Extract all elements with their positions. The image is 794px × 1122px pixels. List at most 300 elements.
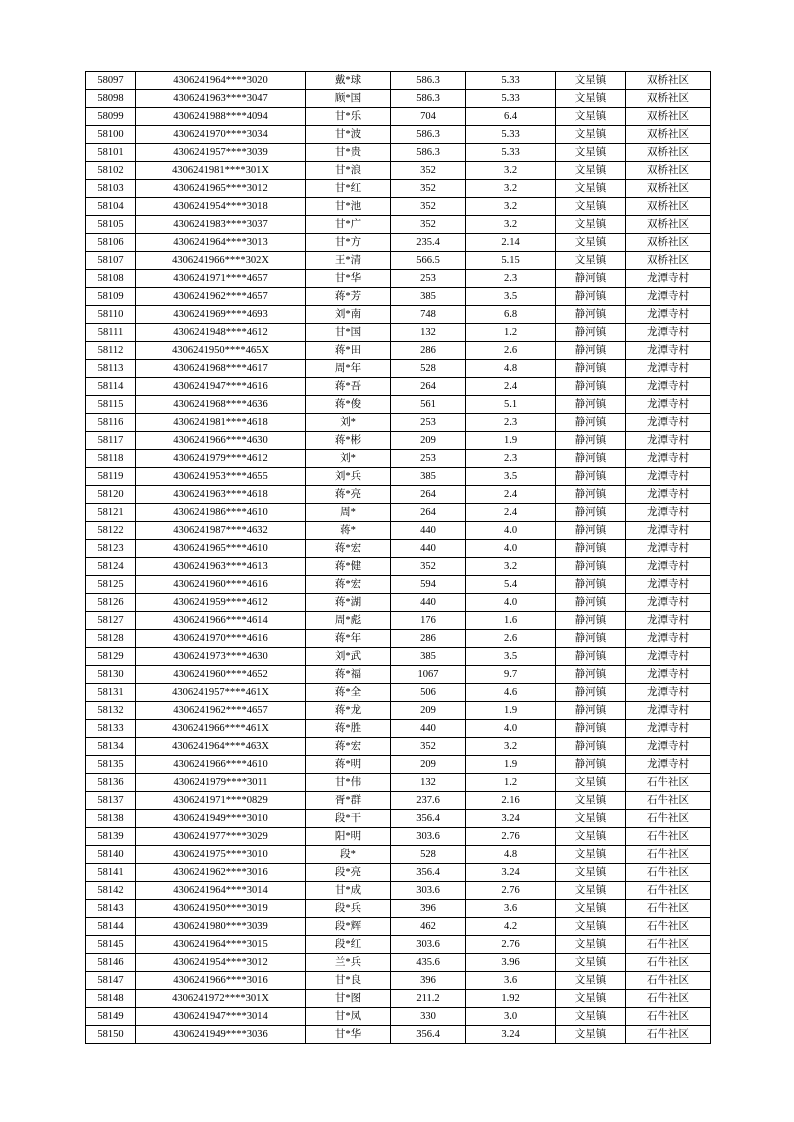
table-row bbox=[86, 126, 711, 144]
cell-village: 龙潭寺村 bbox=[626, 540, 711, 558]
cell-id-number: 4306241973****4630 bbox=[136, 648, 306, 666]
cell-village: 石牛社区 bbox=[626, 882, 711, 900]
cell-name: 蒋*福 bbox=[306, 666, 391, 684]
cell-amount: 209 bbox=[391, 432, 466, 450]
cell-name: 甘*浪 bbox=[306, 162, 391, 180]
cell-id-number: 4306241986****4610 bbox=[136, 504, 306, 522]
cell-seq: 58116 bbox=[86, 414, 136, 432]
cell-name: 蒋*芳 bbox=[306, 288, 391, 306]
cell-name: 阳*明 bbox=[306, 828, 391, 846]
cell-amount: 435.6 bbox=[391, 954, 466, 972]
cell-village: 龙潭寺村 bbox=[626, 486, 711, 504]
cell-name: 兰*兵 bbox=[306, 954, 391, 972]
cell-village: 龙潭寺村 bbox=[626, 594, 711, 612]
cell-quantity: 3.24 bbox=[466, 810, 556, 828]
table-row bbox=[86, 756, 711, 774]
cell-town: 文星镇 bbox=[556, 864, 626, 882]
cell-amount: 440 bbox=[391, 540, 466, 558]
table-row bbox=[86, 450, 711, 468]
cell-amount: 132 bbox=[391, 774, 466, 792]
cell-village: 龙潭寺村 bbox=[626, 396, 711, 414]
cell-town: 文星镇 bbox=[556, 774, 626, 792]
cell-id-number: 4306241964****3015 bbox=[136, 936, 306, 954]
cell-amount: 209 bbox=[391, 702, 466, 720]
table-row bbox=[86, 342, 711, 360]
cell-town: 静河镇 bbox=[556, 756, 626, 774]
cell-village: 双桥社区 bbox=[626, 216, 711, 234]
cell-seq: 58121 bbox=[86, 504, 136, 522]
cell-amount: 506 bbox=[391, 684, 466, 702]
cell-name: 甘*伟 bbox=[306, 774, 391, 792]
table-row bbox=[86, 702, 711, 720]
cell-amount: 440 bbox=[391, 720, 466, 738]
cell-village: 石牛社区 bbox=[626, 864, 711, 882]
cell-id-number: 4306241950****465X bbox=[136, 342, 306, 360]
cell-name: 蒋*全 bbox=[306, 684, 391, 702]
cell-seq: 58127 bbox=[86, 612, 136, 630]
cell-village: 石牛社区 bbox=[626, 972, 711, 990]
cell-id-number: 4306241965****4610 bbox=[136, 540, 306, 558]
cell-quantity: 4.2 bbox=[466, 918, 556, 936]
cell-amount: 385 bbox=[391, 648, 466, 666]
cell-id-number: 4306241949****3010 bbox=[136, 810, 306, 828]
cell-quantity: 2.4 bbox=[466, 378, 556, 396]
table-row bbox=[86, 432, 711, 450]
cell-village: 双桥社区 bbox=[626, 90, 711, 108]
cell-town: 文星镇 bbox=[556, 1026, 626, 1044]
cell-name: 刘*兵 bbox=[306, 468, 391, 486]
cell-id-number: 4306241970****3034 bbox=[136, 126, 306, 144]
cell-id-number: 4306241968****4617 bbox=[136, 360, 306, 378]
table-row bbox=[86, 378, 711, 396]
cell-id-number: 4306241980****3039 bbox=[136, 918, 306, 936]
cell-town: 文星镇 bbox=[556, 792, 626, 810]
table-row bbox=[86, 558, 711, 576]
cell-town: 静河镇 bbox=[556, 522, 626, 540]
cell-id-number: 4306241966****302X bbox=[136, 252, 306, 270]
cell-amount: 356.4 bbox=[391, 810, 466, 828]
cell-seq: 58144 bbox=[86, 918, 136, 936]
cell-seq: 58102 bbox=[86, 162, 136, 180]
cell-amount: 253 bbox=[391, 450, 466, 468]
table-row bbox=[86, 666, 711, 684]
cell-amount: 352 bbox=[391, 558, 466, 576]
cell-amount: 352 bbox=[391, 198, 466, 216]
cell-quantity: 2.4 bbox=[466, 504, 556, 522]
cell-seq: 58101 bbox=[86, 144, 136, 162]
cell-name: 甘*池 bbox=[306, 198, 391, 216]
cell-seq: 58104 bbox=[86, 198, 136, 216]
cell-amount: 594 bbox=[391, 576, 466, 594]
cell-seq: 58137 bbox=[86, 792, 136, 810]
cell-town: 静河镇 bbox=[556, 378, 626, 396]
cell-id-number: 4306241965****3012 bbox=[136, 180, 306, 198]
cell-seq: 58106 bbox=[86, 234, 136, 252]
cell-name: 刘*南 bbox=[306, 306, 391, 324]
cell-village: 石牛社区 bbox=[626, 918, 711, 936]
table-row bbox=[86, 288, 711, 306]
cell-seq: 58120 bbox=[86, 486, 136, 504]
cell-id-number: 4306241963****4618 bbox=[136, 486, 306, 504]
cell-quantity: 2.76 bbox=[466, 828, 556, 846]
cell-amount: 286 bbox=[391, 342, 466, 360]
table-row bbox=[86, 252, 711, 270]
cell-village: 龙潭寺村 bbox=[626, 288, 711, 306]
table-row bbox=[86, 522, 711, 540]
cell-village: 双桥社区 bbox=[626, 126, 711, 144]
cell-village: 龙潭寺村 bbox=[626, 378, 711, 396]
cell-quantity: 3.5 bbox=[466, 288, 556, 306]
cell-village: 龙潭寺村 bbox=[626, 324, 711, 342]
cell-seq: 58148 bbox=[86, 990, 136, 1008]
cell-quantity: 5.33 bbox=[466, 90, 556, 108]
cell-village: 龙潭寺村 bbox=[626, 432, 711, 450]
cell-quantity: 4.0 bbox=[466, 594, 556, 612]
cell-seq: 58146 bbox=[86, 954, 136, 972]
table-row bbox=[86, 720, 711, 738]
cell-quantity: 6.8 bbox=[466, 306, 556, 324]
cell-id-number: 4306241972****301X bbox=[136, 990, 306, 1008]
cell-seq: 58119 bbox=[86, 468, 136, 486]
cell-town: 文星镇 bbox=[556, 990, 626, 1008]
beneficiary-table bbox=[85, 71, 711, 1044]
cell-town: 静河镇 bbox=[556, 540, 626, 558]
cell-seq: 58122 bbox=[86, 522, 136, 540]
cell-seq: 58103 bbox=[86, 180, 136, 198]
cell-quantity: 1.9 bbox=[466, 702, 556, 720]
cell-town: 静河镇 bbox=[556, 738, 626, 756]
cell-name: 蒋*吾 bbox=[306, 378, 391, 396]
cell-amount: 303.6 bbox=[391, 828, 466, 846]
cell-id-number: 4306241962****4657 bbox=[136, 702, 306, 720]
cell-village: 双桥社区 bbox=[626, 252, 711, 270]
cell-seq: 58105 bbox=[86, 216, 136, 234]
table-row bbox=[86, 882, 711, 900]
cell-seq: 58111 bbox=[86, 324, 136, 342]
table-row bbox=[86, 90, 711, 108]
cell-village: 石牛社区 bbox=[626, 774, 711, 792]
cell-id-number: 4306241950****3019 bbox=[136, 900, 306, 918]
cell-id-number: 4306241969****4693 bbox=[136, 306, 306, 324]
cell-name: 甘*良 bbox=[306, 972, 391, 990]
cell-town: 文星镇 bbox=[556, 144, 626, 162]
cell-town: 静河镇 bbox=[556, 630, 626, 648]
cell-village: 龙潭寺村 bbox=[626, 450, 711, 468]
cell-village: 龙潭寺村 bbox=[626, 342, 711, 360]
cell-village: 石牛社区 bbox=[626, 936, 711, 954]
cell-name: 甘*贵 bbox=[306, 144, 391, 162]
table-row bbox=[86, 540, 711, 558]
cell-quantity: 2.16 bbox=[466, 792, 556, 810]
cell-village: 龙潭寺村 bbox=[626, 756, 711, 774]
cell-seq: 58142 bbox=[86, 882, 136, 900]
cell-town: 静河镇 bbox=[556, 504, 626, 522]
cell-village: 龙潭寺村 bbox=[626, 720, 711, 738]
cell-seq: 58117 bbox=[86, 432, 136, 450]
cell-amount: 209 bbox=[391, 756, 466, 774]
cell-town: 文星镇 bbox=[556, 252, 626, 270]
cell-quantity: 3.24 bbox=[466, 1026, 556, 1044]
cell-name: 甘*广 bbox=[306, 216, 391, 234]
cell-name: 段*辉 bbox=[306, 918, 391, 936]
cell-village: 龙潭寺村 bbox=[626, 558, 711, 576]
cell-seq: 58128 bbox=[86, 630, 136, 648]
table-row bbox=[86, 360, 711, 378]
cell-seq: 58136 bbox=[86, 774, 136, 792]
table-body bbox=[86, 72, 711, 1044]
cell-quantity: 5.15 bbox=[466, 252, 556, 270]
cell-village: 龙潭寺村 bbox=[626, 648, 711, 666]
table-row bbox=[86, 846, 711, 864]
cell-name: 蒋*宏 bbox=[306, 738, 391, 756]
cell-quantity: 4.0 bbox=[466, 522, 556, 540]
cell-id-number: 4306241966****461X bbox=[136, 720, 306, 738]
table-row bbox=[86, 180, 711, 198]
cell-town: 静河镇 bbox=[556, 684, 626, 702]
cell-town: 静河镇 bbox=[556, 288, 626, 306]
cell-village: 双桥社区 bbox=[626, 144, 711, 162]
cell-amount: 352 bbox=[391, 162, 466, 180]
cell-id-number: 4306241962****4657 bbox=[136, 288, 306, 306]
cell-name: 周*年 bbox=[306, 360, 391, 378]
cell-id-number: 4306241962****3016 bbox=[136, 864, 306, 882]
cell-id-number: 4306241960****4652 bbox=[136, 666, 306, 684]
cell-name: 蒋*龙 bbox=[306, 702, 391, 720]
cell-seq: 58112 bbox=[86, 342, 136, 360]
cell-quantity: 1.2 bbox=[466, 774, 556, 792]
cell-seq: 58133 bbox=[86, 720, 136, 738]
cell-quantity: 3.2 bbox=[466, 198, 556, 216]
cell-town: 文星镇 bbox=[556, 198, 626, 216]
cell-amount: 253 bbox=[391, 414, 466, 432]
cell-amount: 352 bbox=[391, 738, 466, 756]
cell-quantity: 2.3 bbox=[466, 450, 556, 468]
cell-amount: 566.5 bbox=[391, 252, 466, 270]
cell-village: 双桥社区 bbox=[626, 198, 711, 216]
cell-id-number: 4306241948****4612 bbox=[136, 324, 306, 342]
cell-id-number: 4306241968****4636 bbox=[136, 396, 306, 414]
cell-village: 石牛社区 bbox=[626, 1026, 711, 1044]
cell-seq: 58143 bbox=[86, 900, 136, 918]
cell-village: 双桥社区 bbox=[626, 234, 711, 252]
cell-name: 段* bbox=[306, 846, 391, 864]
cell-name: 蒋*年 bbox=[306, 630, 391, 648]
cell-town: 静河镇 bbox=[556, 450, 626, 468]
cell-seq: 58107 bbox=[86, 252, 136, 270]
cell-amount: 211.2 bbox=[391, 990, 466, 1008]
cell-village: 双桥社区 bbox=[626, 108, 711, 126]
cell-seq: 58140 bbox=[86, 846, 136, 864]
cell-quantity: 2.6 bbox=[466, 342, 556, 360]
table-row bbox=[86, 576, 711, 594]
cell-village: 龙潭寺村 bbox=[626, 270, 711, 288]
cell-town: 静河镇 bbox=[556, 396, 626, 414]
cell-town: 静河镇 bbox=[556, 414, 626, 432]
cell-town: 静河镇 bbox=[556, 324, 626, 342]
cell-amount: 528 bbox=[391, 846, 466, 864]
cell-quantity: 9.7 bbox=[466, 666, 556, 684]
cell-quantity: 2.76 bbox=[466, 936, 556, 954]
cell-quantity: 2.4 bbox=[466, 486, 556, 504]
cell-seq: 58100 bbox=[86, 126, 136, 144]
cell-quantity: 3.2 bbox=[466, 216, 556, 234]
cell-town: 文星镇 bbox=[556, 810, 626, 828]
cell-quantity: 1.9 bbox=[466, 756, 556, 774]
cell-amount: 528 bbox=[391, 360, 466, 378]
cell-id-number: 4306241957****3039 bbox=[136, 144, 306, 162]
cell-quantity: 5.33 bbox=[466, 72, 556, 90]
cell-seq: 58108 bbox=[86, 270, 136, 288]
cell-amount: 286 bbox=[391, 630, 466, 648]
cell-village: 双桥社区 bbox=[626, 162, 711, 180]
table-row bbox=[86, 900, 711, 918]
cell-seq: 58138 bbox=[86, 810, 136, 828]
cell-id-number: 4306241979****4612 bbox=[136, 450, 306, 468]
cell-quantity: 3.96 bbox=[466, 954, 556, 972]
cell-quantity: 3.2 bbox=[466, 738, 556, 756]
cell-village: 龙潭寺村 bbox=[626, 738, 711, 756]
cell-id-number: 4306241964****3020 bbox=[136, 72, 306, 90]
cell-town: 静河镇 bbox=[556, 432, 626, 450]
cell-name: 段*红 bbox=[306, 936, 391, 954]
cell-id-number: 4306241966****4630 bbox=[136, 432, 306, 450]
table-row bbox=[86, 216, 711, 234]
table-row bbox=[86, 1008, 711, 1026]
cell-name: 蒋*健 bbox=[306, 558, 391, 576]
cell-name: 蒋* bbox=[306, 522, 391, 540]
cell-village: 龙潭寺村 bbox=[626, 504, 711, 522]
cell-name: 甘*图 bbox=[306, 990, 391, 1008]
cell-village: 龙潭寺村 bbox=[626, 360, 711, 378]
cell-name: 蒋*胜 bbox=[306, 720, 391, 738]
cell-town: 静河镇 bbox=[556, 306, 626, 324]
cell-id-number: 4306241957****461X bbox=[136, 684, 306, 702]
cell-village: 龙潭寺村 bbox=[626, 666, 711, 684]
cell-seq: 58110 bbox=[86, 306, 136, 324]
cell-town: 静河镇 bbox=[556, 342, 626, 360]
cell-id-number: 4306241971****0829 bbox=[136, 792, 306, 810]
cell-amount: 396 bbox=[391, 900, 466, 918]
cell-seq: 58123 bbox=[86, 540, 136, 558]
cell-seq: 58131 bbox=[86, 684, 136, 702]
table-row bbox=[86, 936, 711, 954]
cell-name: 蒋*亮 bbox=[306, 486, 391, 504]
cell-village: 双桥社区 bbox=[626, 72, 711, 90]
cell-quantity: 2.76 bbox=[466, 882, 556, 900]
cell-quantity: 2.3 bbox=[466, 270, 556, 288]
cell-amount: 586.3 bbox=[391, 144, 466, 162]
cell-name: 蒋*湖 bbox=[306, 594, 391, 612]
cell-id-number: 4306241963****4613 bbox=[136, 558, 306, 576]
table-row bbox=[86, 468, 711, 486]
cell-village: 石牛社区 bbox=[626, 1008, 711, 1026]
cell-quantity: 3.6 bbox=[466, 972, 556, 990]
cell-quantity: 3.2 bbox=[466, 162, 556, 180]
cell-town: 静河镇 bbox=[556, 486, 626, 504]
cell-quantity: 2.6 bbox=[466, 630, 556, 648]
cell-amount: 396 bbox=[391, 972, 466, 990]
cell-amount: 440 bbox=[391, 594, 466, 612]
cell-amount: 586.3 bbox=[391, 72, 466, 90]
cell-village: 龙潭寺村 bbox=[626, 684, 711, 702]
cell-quantity: 5.1 bbox=[466, 396, 556, 414]
cell-quantity: 4.0 bbox=[466, 540, 556, 558]
table-row bbox=[86, 648, 711, 666]
cell-village: 石牛社区 bbox=[626, 954, 711, 972]
cell-town: 文星镇 bbox=[556, 108, 626, 126]
cell-amount: 1067 bbox=[391, 666, 466, 684]
table-row bbox=[86, 774, 711, 792]
cell-id-number: 4306241959****4612 bbox=[136, 594, 306, 612]
cell-seq: 58135 bbox=[86, 756, 136, 774]
cell-quantity: 4.8 bbox=[466, 846, 556, 864]
table-row bbox=[86, 630, 711, 648]
cell-seq: 58129 bbox=[86, 648, 136, 666]
cell-name: 蒋*明 bbox=[306, 756, 391, 774]
cell-seq: 58125 bbox=[86, 576, 136, 594]
cell-village: 双桥社区 bbox=[626, 180, 711, 198]
cell-town: 文星镇 bbox=[556, 846, 626, 864]
cell-id-number: 4306241981****4618 bbox=[136, 414, 306, 432]
cell-name: 蒋*田 bbox=[306, 342, 391, 360]
cell-town: 文星镇 bbox=[556, 918, 626, 936]
cell-id-number: 4306241966****4610 bbox=[136, 756, 306, 774]
cell-seq: 58109 bbox=[86, 288, 136, 306]
cell-id-number: 4306241983****3037 bbox=[136, 216, 306, 234]
cell-town: 文星镇 bbox=[556, 162, 626, 180]
cell-name: 甘*方 bbox=[306, 234, 391, 252]
table-row bbox=[86, 414, 711, 432]
cell-quantity: 3.24 bbox=[466, 864, 556, 882]
cell-quantity: 4.0 bbox=[466, 720, 556, 738]
table-row bbox=[86, 72, 711, 90]
cell-town: 静河镇 bbox=[556, 702, 626, 720]
table-row bbox=[86, 738, 711, 756]
cell-amount: 586.3 bbox=[391, 90, 466, 108]
cell-town: 文星镇 bbox=[556, 90, 626, 108]
cell-quantity: 2.14 bbox=[466, 234, 556, 252]
cell-seq: 58098 bbox=[86, 90, 136, 108]
cell-quantity: 6.4 bbox=[466, 108, 556, 126]
cell-amount: 385 bbox=[391, 288, 466, 306]
cell-quantity: 5.33 bbox=[466, 126, 556, 144]
cell-id-number: 4306241979****3011 bbox=[136, 774, 306, 792]
cell-name: 段*兵 bbox=[306, 900, 391, 918]
cell-quantity: 5.33 bbox=[466, 144, 556, 162]
table-row bbox=[86, 306, 711, 324]
cell-id-number: 4306241964****463X bbox=[136, 738, 306, 756]
cell-amount: 586.3 bbox=[391, 126, 466, 144]
cell-quantity: 3.6 bbox=[466, 900, 556, 918]
cell-name: 刘*武 bbox=[306, 648, 391, 666]
cell-id-number: 4306241971****4657 bbox=[136, 270, 306, 288]
cell-name: 甘*国 bbox=[306, 324, 391, 342]
cell-seq: 58147 bbox=[86, 972, 136, 990]
cell-id-number: 4306241954****3018 bbox=[136, 198, 306, 216]
cell-amount: 561 bbox=[391, 396, 466, 414]
cell-name: 顾*国 bbox=[306, 90, 391, 108]
cell-town: 静河镇 bbox=[556, 360, 626, 378]
cell-name: 蒋*宏 bbox=[306, 576, 391, 594]
table-row bbox=[86, 504, 711, 522]
cell-village: 龙潭寺村 bbox=[626, 576, 711, 594]
cell-name: 蒋*彬 bbox=[306, 432, 391, 450]
table-row bbox=[86, 918, 711, 936]
cell-quantity: 1.6 bbox=[466, 612, 556, 630]
cell-amount: 330 bbox=[391, 1008, 466, 1026]
cell-id-number: 4306241970****4616 bbox=[136, 630, 306, 648]
cell-village: 龙潭寺村 bbox=[626, 414, 711, 432]
